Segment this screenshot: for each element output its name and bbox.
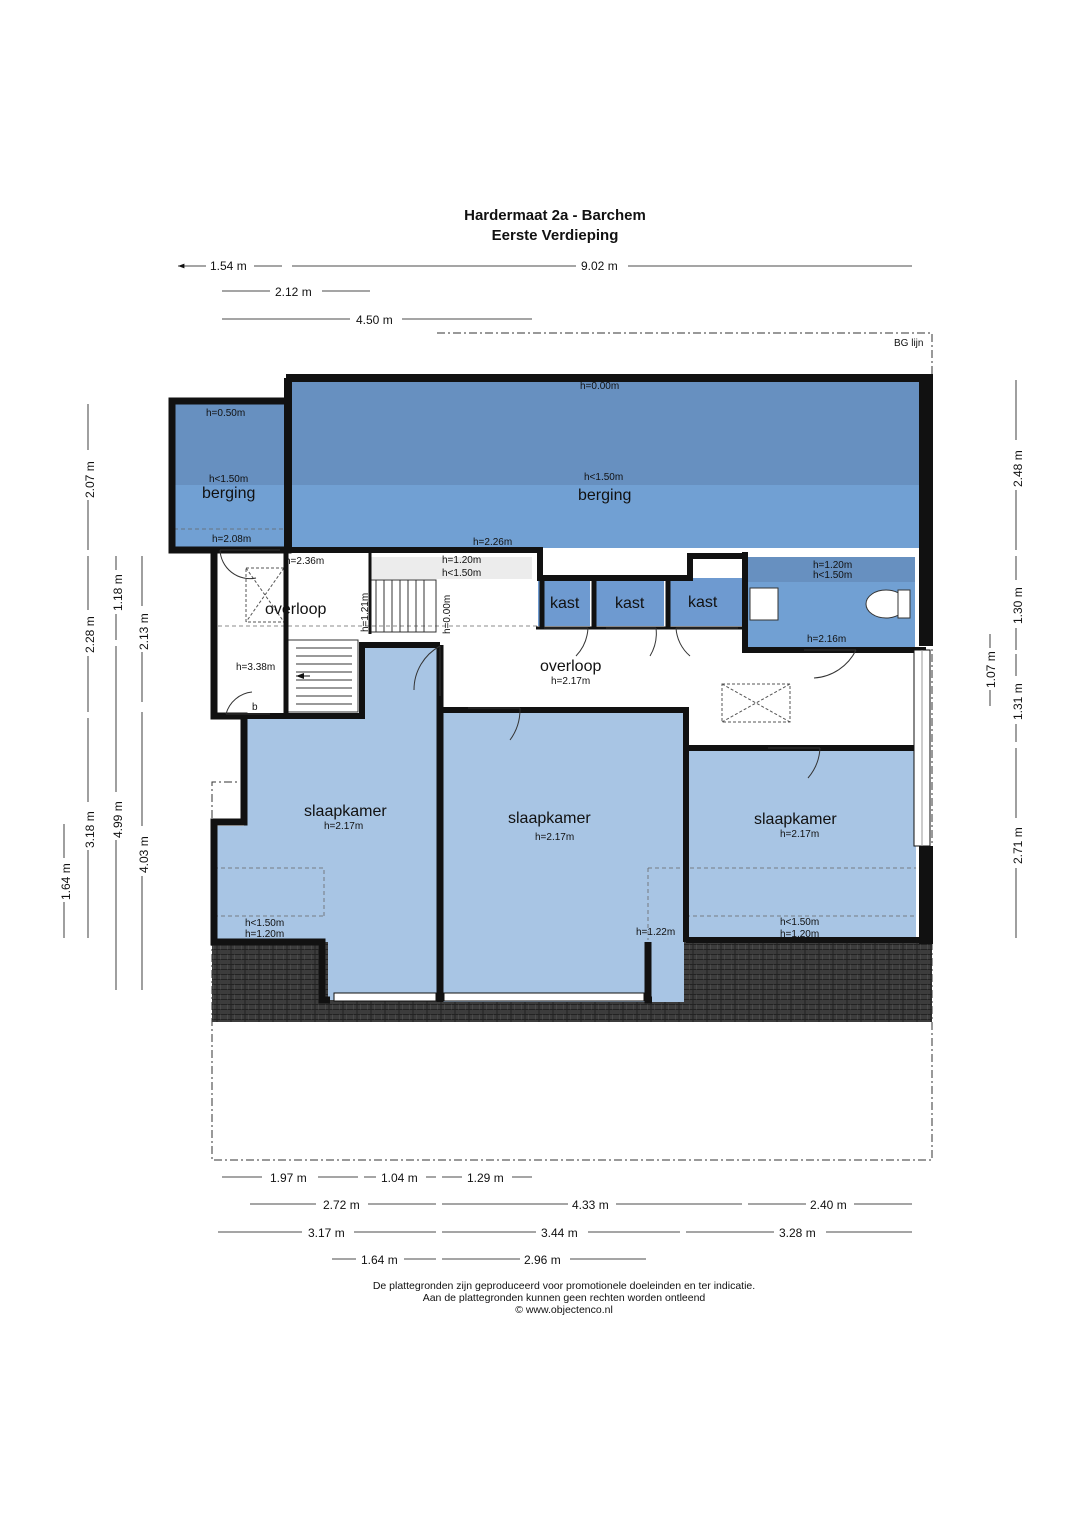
bottom-dim-1-64: 1.64 m xyxy=(361,1253,398,1267)
top-dim-1-54: 1.54 m xyxy=(210,259,247,273)
slaapkamer-2-h-low: h=1.22m xyxy=(636,927,676,938)
berging-main-h-mid: h<1.50m xyxy=(584,472,624,483)
slaapkamer-3-h: h=2.17m xyxy=(780,829,820,840)
right-dim-1-31: 1.31 m xyxy=(1011,683,1025,720)
stairs-b-label: b xyxy=(252,702,258,713)
slaapkamer-1-label: slaapkamer xyxy=(304,803,387,820)
plan-title: Hardermaat 2a - Barchem xyxy=(464,207,646,224)
berging-main-h-bottom: h=2.26m xyxy=(473,537,513,548)
bottom-dim-2-96: 2.96 m xyxy=(524,1253,561,1267)
right-dim-2-48: 2.48 m xyxy=(1011,450,1025,487)
stairs-h-b: h<1.50m xyxy=(442,568,482,579)
berging-left-h-bottom: h=2.08m xyxy=(212,534,252,545)
left-dim-3-18: 3.18 m xyxy=(83,811,97,848)
bathroom-h-a: h=1.20m xyxy=(813,560,853,571)
stairs-h-d: h=0.00m xyxy=(442,594,453,634)
left-dim-4-03: 4.03 m xyxy=(137,836,151,873)
sink-icon xyxy=(750,588,778,620)
stairs-h-e: h=3.38m xyxy=(236,662,276,673)
slaapkamer-2-h: h=2.17m xyxy=(535,832,575,843)
berging-main xyxy=(288,378,928,548)
plan-subtitle: Eerste Verdieping xyxy=(491,227,619,244)
copyright-line: © www.objectenco.nl xyxy=(515,1304,613,1316)
bottom-dim-3-44: 3.44 m xyxy=(541,1226,578,1240)
slaapkamer-3-h-low-b: h=1.20m xyxy=(780,929,820,940)
left-dim-4-99: 4.99 m xyxy=(111,801,125,838)
top-dim-2-12: 2.12 m xyxy=(275,285,312,299)
left-dim-1-18: 1.18 m xyxy=(111,574,125,611)
left-dim-2-13: 2.13 m xyxy=(137,613,151,650)
right-dim-1-07: 1.07 m xyxy=(984,651,998,688)
overloop-main-label: overloop xyxy=(540,658,602,675)
overloop-small-label: overloop xyxy=(265,601,327,618)
left-dim-2-28: 2.28 m xyxy=(83,616,97,653)
berging-left-h-top: h=0.50m xyxy=(206,408,246,419)
berging-left-label: berging xyxy=(202,485,256,502)
bottom-dim-1-97: 1.97 m xyxy=(270,1171,307,1185)
bottom-dim-1-04: 1.04 m xyxy=(381,1171,418,1185)
bathroom-h-b: h<1.50m xyxy=(813,570,853,581)
slaapkamer-2-label: slaapkamer xyxy=(508,810,591,827)
left-dimensions xyxy=(64,404,142,990)
overloop-main-h: h=2.17m xyxy=(551,676,591,687)
stairs-h-a: h=1.20m xyxy=(442,555,482,566)
overloop-small-h: h=2.36m xyxy=(285,556,325,567)
bottom-dim-3-17: 3.17 m xyxy=(308,1226,345,1240)
stairs-h-c: h=1.21m xyxy=(360,592,371,632)
slaapkamer-1-h-low-a: h<1.50m xyxy=(245,918,285,929)
bathroom-h-c: h=2.16m xyxy=(807,634,847,645)
disclaimer-line-1: De plattegronden zijn geproduceerd voor promotionele doeleinden en ter indicatie. xyxy=(372,1280,756,1292)
top-dim-9-02: 9.02 m xyxy=(581,259,618,273)
slaapkamer-3-h-low-a: h<1.50m xyxy=(780,917,820,928)
bottom-dim-2-72: 2.72 m xyxy=(323,1198,360,1212)
disclaimer-line-2: Aan de plattegronden kunnen geen rechten worden ontleend xyxy=(422,1292,706,1304)
left-dim-2-07: 2.07 m xyxy=(83,461,97,498)
kast-3-label: kast xyxy=(688,594,718,611)
slaapkamer-3-label: slaapkamer xyxy=(754,811,837,828)
bottom-dimensions xyxy=(218,1177,912,1259)
slaapkamer-3 xyxy=(686,750,916,940)
bottom-dim-1-29: 1.29 m xyxy=(467,1171,504,1185)
berging-main-label: berging xyxy=(578,487,632,504)
top-dim-4-50: 4.50 m xyxy=(356,313,393,327)
bottom-dim-2-40: 2.40 m xyxy=(810,1198,847,1212)
right-dim-2-71: 2.71 m xyxy=(1011,827,1025,864)
bottom-dim-3-28: 3.28 m xyxy=(779,1226,816,1240)
kast-1-label: kast xyxy=(550,595,580,612)
bg-line-label: BG lijn xyxy=(894,338,924,349)
right-dim-1-30: 1.30 m xyxy=(1011,587,1025,624)
staircase-upper xyxy=(370,580,436,632)
kast-2-label: kast xyxy=(615,595,645,612)
bottom-dim-4-33: 4.33 m xyxy=(572,1198,609,1212)
slaapkamer-1-h: h=2.17m xyxy=(324,821,364,832)
berging-left-h-mid: h<1.50m xyxy=(209,474,249,485)
left-dim-1-64: 1.64 m xyxy=(59,863,73,900)
disclaimer xyxy=(0,1280,1080,1316)
toilet-icon xyxy=(866,590,910,618)
berging-main-h-top: h=0.00m xyxy=(580,381,620,392)
slaapkamer-1-h-low-b: h=1.20m xyxy=(245,929,285,940)
